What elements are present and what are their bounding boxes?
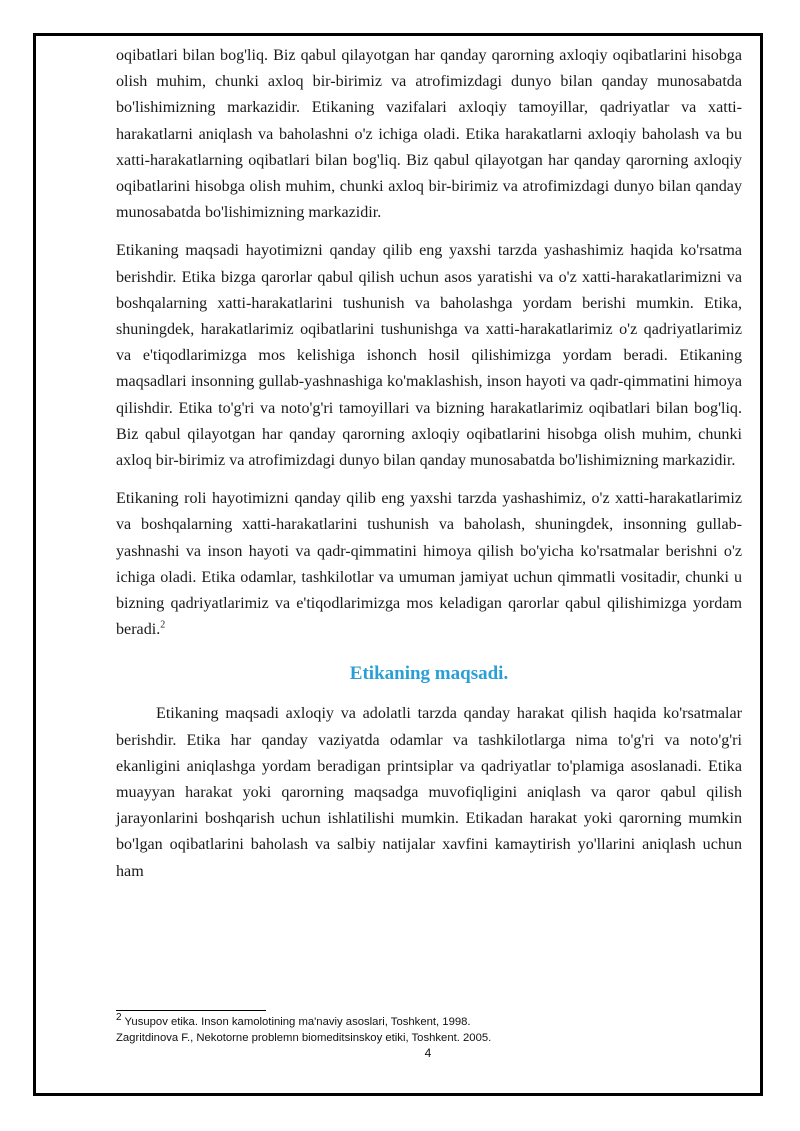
paragraph-2: Etikaning maqsadi hayotimizni qanday qilib eng yaxshi tarzda yashashimiz haqida ko'rsatma berishdir. Etika bizga qarorlar qabul qilish uchun asos yaratishi va o'z xatti-harakatlarimizni va boshqalarning xatti-harakatlarini tushunish va baholashga yordam berishi mumkin. Etika, shuningdek, harakatlarimiz oqibatlarini tushunishga va xatti-harakatlarimiz o'z qadriyatlarimiz va e'tiqodlarimizga mos kelishiga ishonch hosil qilishimizga yordam beradi. Etikaning maqsadlari insonning gullab-yashnashiga ko'maklashish, inson hayoti va qadr-qimmatini himoya qilishdir. Etika to'g'ri va noto'g'ri tamoyillari va bizning harakatlarimiz oqibatlari bilan bog'liq. Biz qabul qilayotgan har qanday qarorning axloqiy oqibatlarini hisobga olish muhim, chunki axloq bir-birimiz va atrofimizdagi dunyo bilan qanday munosabatda bo'lishimizning markazidir. [116,242,742,470]
footnote-reference[interactable]: 2 [160,619,166,631]
paragraph-3 [116,486,742,643]
footnote-1 [116,1014,742,1030]
footnote-separator [116,1010,266,1011]
footnote-marker: 2 [116,1012,122,1024]
paragraph-3-text: Etikaning roli hayotimizni qanday qilib eng yaxshi tarzda yashashimiz, o'z xatti-harakatlarimiz va boshqalarning xatti-harakatlarini tushunish va baholash, shuningdek, insonning gullab-yashnashi va inson hayoti va qadr-qimmatini himoya qilish bo'yicha ko'rsatmalar berishni o'z ichiga oladi. Etika odamlar, tashkilotlar va umuman jamiyat uchun qimmatli vositadir, chunki u bizning qadriyatlarimiz va e'tiqodlarimizga mos keladigan qarorlar qabul qilishimizga yordam beradi. [116,490,742,639]
footnotes [116,1014,742,1046]
section-heading: Etikaning maqsadi. [349,663,509,685]
page-number: 4 [424,1046,432,1060]
footnote-1-text: Yusupov etika. Inson kamolotining ma'naviy asoslari, Toshkent, 1998. [121,1016,471,1028]
paragraph-4: Etikaning maqsadi axloqiy va adolatli tarzda qanday harakat qilish haqida ko'rsatmalar berishdir. Etika har qanday vaziyatda odamlar va tashkilotlarga nima to'g'ri va noto'g'ri ekanligini aniqlashga yordam beradigan printsiplar va qadriyatlar to'plamiga asoslanadi. Etika muayyan harakat yoki qarorning maqsadga muvofiqligini aniqlash va qaror qabul qilish jarayonlarini boshqarish uchun ishlatilishi mumkin. Etikadan harakat yoki qarorning mumkin bo'lgan oqibatlarini baholash va salbiy natijalar xavfini kamaytirish yo'llarini aniqlash uchun ham [116,705,742,880]
footnote-2: Zagritdinova F., Nekotorne problemn biomeditsinskoy etiki, Toshkent. 2005. [116,1032,492,1044]
paragraph-1: oqibatlari bilan bog'liq. Biz qabul qilayotgan har qanday qarorning axloqiy oqibatlarini hisobga olish muhim, chunki axloq bir-birimiz va atrofimizdagi dunyo bilan qanday munosabatda bo'lishimizning markazidir. Etikaning vazifalari axloqiy tamoyillar, qadriyatlar va xatti-harakatlarni aniqlash va baholashni o'z ichiga oladi. Etika harakatlarni axloqiy baholash va bu xatti-harakatlarning oqibatlari bilan bog'liq. Biz qabul qilayotgan har qanday qarorning axloqiy oqibatlarini hisobga olish muhim, chunki axloq bir-birimiz va atrofimizdagi dunyo bilan qanday munosabatda bo'lishimizning markazidir. [116,47,742,222]
page-content [116,43,742,885]
